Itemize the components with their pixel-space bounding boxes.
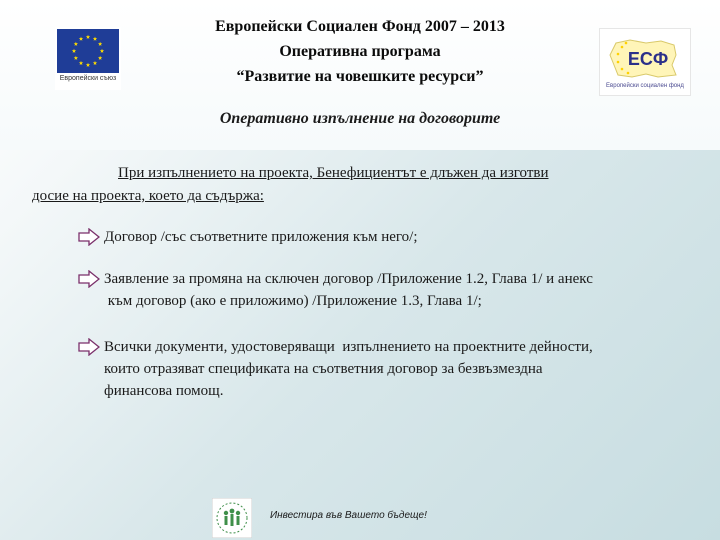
list-item-text: Всички документи, удостоверяващи изпълнението на проектните дейности, — [104, 339, 593, 355]
page-title — [150, 14, 570, 89]
section-subtitle: Оперативно изпълнение на договорите — [219, 110, 501, 127]
arrow-right-icon — [78, 228, 100, 246]
list-item-text: които отразяват спецификата на съответния договор за безвъзмездна — [104, 361, 543, 377]
title-line-1: Европейски Социален Фонд 2007 – 2013 — [215, 18, 505, 35]
esf-logo-caption: Европейски социален фонд — [606, 83, 684, 89]
intro-paragraph — [32, 162, 682, 208]
title-line-2: Оперативна програма — [279, 43, 441, 60]
arrow-right-icon — [78, 270, 100, 288]
people-emblem-icon — [212, 498, 252, 538]
footer-logo — [212, 498, 252, 538]
title-line-3: “Развитие на човешките ресурси” — [236, 68, 484, 85]
bulgaria-map-icon — [606, 35, 680, 81]
eu-logo-caption: Европейски съюз — [59, 75, 117, 82]
list-item-text: Договор /със съответните приложения към него/; — [104, 229, 418, 245]
eu-logo — [55, 27, 121, 90]
esf-logo-text: ЕСФ — [627, 49, 669, 69]
eu-flag-icon — [57, 29, 119, 73]
esf-logo — [599, 28, 691, 96]
list-item-text: Заявление за промяна на сключен договор /Приложение 1.2, Глава 1/ и анекс — [104, 271, 593, 287]
list-item-text: към договор (ако е приложимо) /Приложение 1.3, Глава 1/; — [104, 293, 482, 309]
arrow-right-icon — [78, 338, 100, 356]
intro-line-1: При изпълнението на проекта, Бенефициентът е длъжен да изготви — [118, 165, 549, 181]
intro-line-2: досие на проекта, което да съдържа: — [32, 188, 264, 204]
list-item-text: финансова помощ. — [104, 383, 224, 399]
footer-tagline: Инвестира във Вашето бъдеще! — [270, 510, 427, 521]
